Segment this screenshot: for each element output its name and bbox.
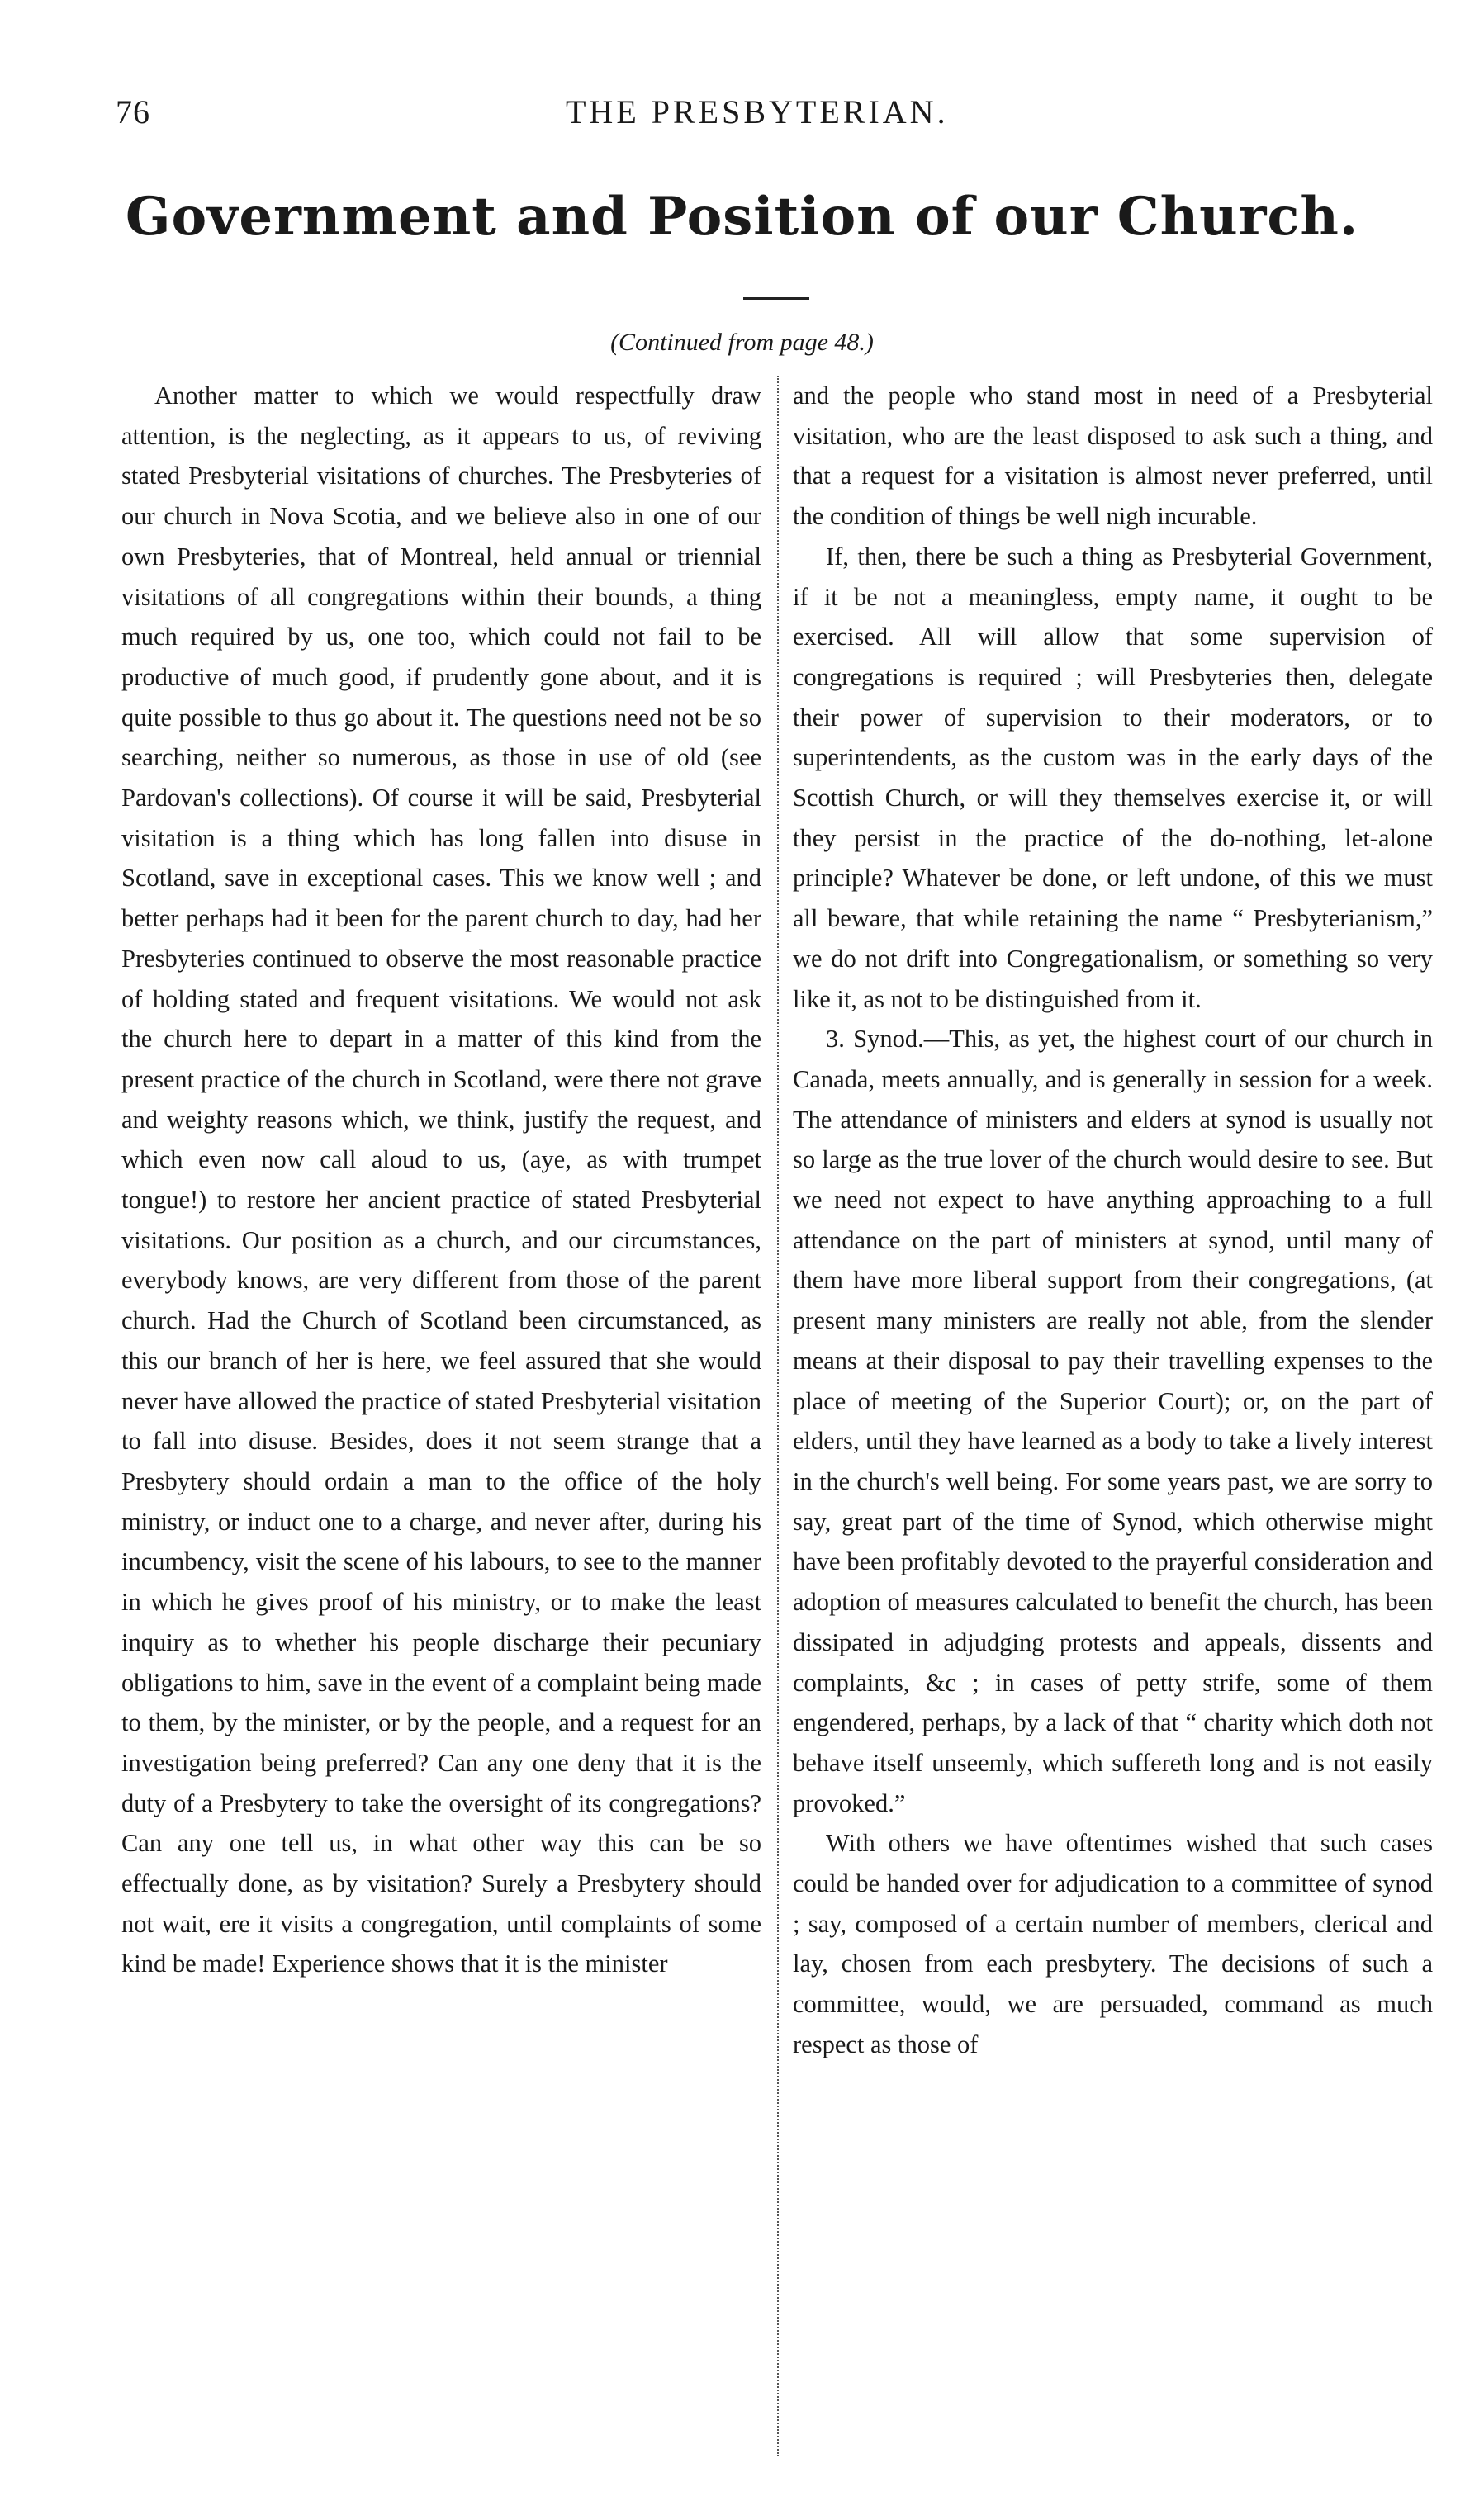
paragraph: With others we have oftentimes wished that such cases could be handed over for adjudication to a committee of synod ; say, composed of a certain number of members, clerical and lay, chosen from each presbytery. The decisions of such a committee, would, we are persuaded, command as much respect as those of: [793, 1829, 1433, 2058]
page-number: 76: [116, 93, 150, 130]
paragraph: 3. Synod.—This, as yet, the highest court of our church in Canada, meets annually, and is generally in session for a week. The attendance of ministers and elders at synod is usually not so large as the true lover of the church would desire to see. But we need not expect to have anything approaching to a full attendance on the part of ministers at synod, until many of them have more liberal support from their congregations, (at present many ministers are really not able, from the slender means at their disposal to pay their travelling expenses to the place of meeting of the Superior Court); or, on the part of elders, until they have learned as a body to take a lively interest in the church's well being. For some years past, we are sorry to say, great part of the time of Synod, which otherwise might have been profitably devoted to the prayerful consideration and adoption of measures calculated to benefit the church, has been dissipated in adjudging protests and appeals, dissents and complaints, &c ; in cases of petty strife, some of them engendered, perhaps, by a lack of that “ charity which doth not behave itself unseemly, which suffereth long and is not easily provoked.”: [793, 1025, 1433, 1817]
column-divider: [777, 376, 779, 2456]
article-title: Government and Position of our Church.: [125, 186, 1359, 248]
continued-note: (Continued from page 48.): [610, 329, 874, 356]
running-title: THE PRESBYTERIAN.: [566, 93, 949, 130]
paragraph: Another matter to which we would respectfully draw attention, is the neglecting, as it appears to us, of reviving stated Presbyterial visitations of churches. The Presbyteries of our church in Nova Scotia, and we believe also in one of our own Presbyteries, that of Montreal, held annual or triennial visitations of all congregations within their bounds, a thing much required by us, one too, which could not fail to be productive of much good, if prudently gone about, and it is quite possible to thus go about it. The questions need not be so searching, neither so numerous, as those in use of old (see Pardovan's collections). Of course it will be said, Presbyterial visitation is a thing which has long fallen into disuse in Scotland, save in exceptional cases. This we know well ; and better perhaps had it been for the parent church to day, had her Presbyteries continued to observe the most reasonable practice of holding stated and frequent visitations. We would not ask the church here to depart in a matter of this kind from the present practice of the church in Scotland, were there not grave and weighty reasons which, we think, justify the request, and which even now call aloud to us, (aye, as with trumpet tongue!) to restore her ancient practice of stated Presbyterial visitations. Our position as a church, and our circumstances, everybody knows, are very different from those of the parent church. Had the Church of Scotland been circumstanced, as this our branch of her is here, we feel assured that she would never have allowed the practice of stated Presbyterial visitation to fall into disuse. Besides, does it not seem strange that a Presbytery should ordain a man to the office of the holy ministry, or induct one to a charge, and never after, during his incumbency, visit the scene of his labours, to see to the manner in which he gives proof of his ministry, or to make the least inquiry as to whether his people discharge their pecuniary obligations to him, save in the event of a complaint being made to them, by the minister, or by the people, and a request for an investigation being preferred? Can any one deny that it is the duty of a Presbytery to take the oversight of its congregations? Can any one tell us, in what other way this can be so effectually done, as by visitation? Surely a Presbytery should not wait, ere it visits a congregation, until complaints of some kind be made! Experience shows that it is the minister: [121, 381, 761, 1978]
paragraph: and the people who stand most in need of a Presbyterial visitation, who are the least disposed to ask such a thing, and that a request for a visitation is almost never preferred, until the condition of things be well nigh incurable.: [793, 381, 1433, 531]
left-column: [121, 376, 761, 1984]
paragraph: If, then, there be such a thing as Presbyterial Government, if it be not a meaningless, empty name, it ought to be exercised. All will allow that some supervision of congregations is required ; will Presbyteries then, delegate their power of supervision to their moderators, or to superintendents, as the custom was in the early days of the Scottish Church, or will they themselves exercise it, or will they persist in the practice of the do-nothing, let-alone principle? Whatever be done, or left undone, of this we must all beware, that while retaining the name “ Presbyterianism,” we do not drift into Congregationalism, or something so very like it, as not to be distinguished from it.: [793, 542, 1433, 1013]
right-column: [793, 376, 1433, 2065]
title-rule: [743, 297, 809, 300]
running-head: [116, 92, 1437, 142]
